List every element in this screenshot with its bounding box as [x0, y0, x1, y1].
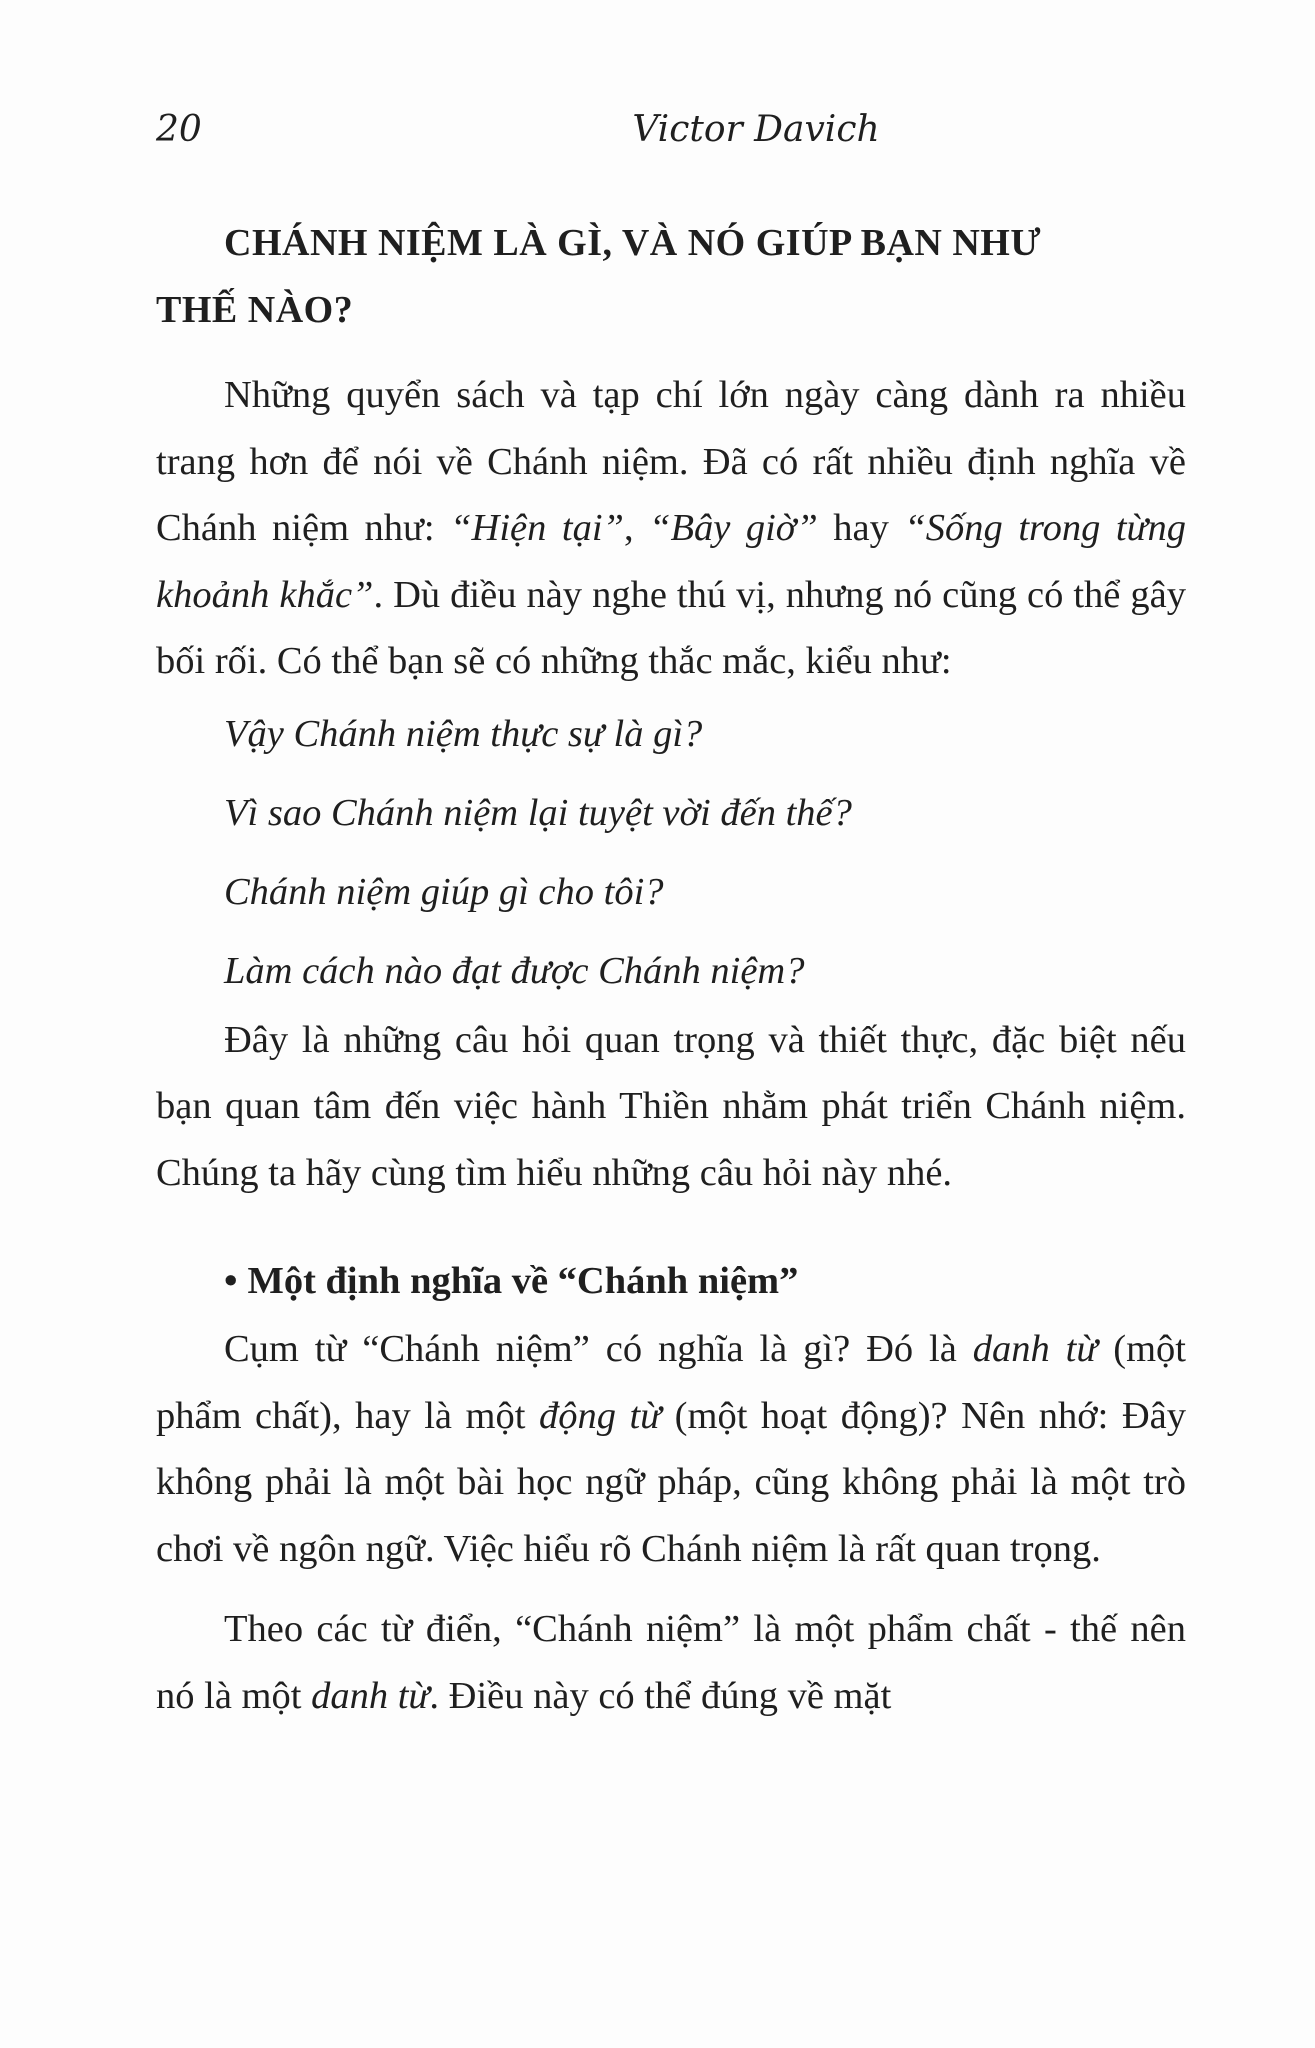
quote-hien-tai: “Hiện tại” — [450, 507, 624, 549]
paragraph-dictionary-text-2: . Điều này có thể đúng về mặt — [429, 1674, 892, 1717]
page-header — [156, 108, 1186, 158]
question-item: Vì sao Chánh niệm lại tuyệt vời đến thế? — [224, 791, 852, 834]
term-danh-tu-2: danh từ — [311, 1674, 430, 1717]
paragraph-definition-text-3: (một hoạt động)? Nên nhớ: Đây không phải là một bài học ngữ pháp, cũng không phải là một trò chơi về ngôn ngữ. Việc hiểu rõ Chánh niệm là rất quan trọng. — [156, 1394, 1187, 1570]
running-title-author: Victor Davich — [632, 109, 880, 150]
chapter-heading — [156, 210, 1186, 344]
section-subheading — [224, 1248, 1186, 1314]
bullet-icon: • — [224, 1260, 238, 1302]
chapter-heading-line2: THẾ NÀO? — [156, 289, 354, 331]
paragraph-intro-text-2: , — [623, 507, 650, 549]
question-item: Làm cách nào đạt được Chánh niệm? — [224, 949, 805, 992]
paragraph-definition — [156, 1316, 1186, 1582]
page-body — [156, 210, 1186, 1729]
question-list — [156, 695, 1186, 1011]
section-subheading-text: Một định nghĩa về “Chánh niệm” — [247, 1260, 799, 1302]
paragraph-intro — [156, 362, 1186, 695]
paragraph-dictionary — [156, 1596, 1186, 1729]
paragraph-spacer — [156, 1582, 1186, 1596]
quote-bay-gio: “Bây giờ” — [649, 507, 818, 549]
chapter-heading-line1: CHÁNH NIỆM LÀ GÌ, VÀ NÓ GIÚP BẠN NHƯ — [224, 222, 1042, 264]
paragraph-intro-text-3: hay — [817, 507, 905, 549]
term-danh-tu: danh từ — [972, 1328, 1098, 1370]
question-item: Chánh niệm giúp gì cho tôi? — [224, 870, 664, 913]
paragraph-definition-text-1: Cụm từ “Chánh niệm” có nghĩa là gì? Đó là — [224, 1328, 973, 1370]
paragraph-dictionary-text-1: Theo các từ điển, “Chánh niệm” là một phẩm chất - thế nên nó là một — [156, 1608, 1186, 1717]
paragraph-intro-text-1: Những quyển sách và tạp chí lớn ngày càng dành ra nhiều trang hơn để nói về Chánh niệm. Đã có rất nhiều định nghĩa về Chánh niệm như: — [156, 374, 1186, 549]
paragraph-intro-text-4: . Dù điều này nghe thú vị, nhưng nó cũng có thể gây bối rối. Có thể bạn sẽ có những thắc mắc, kiểu như: — [156, 573, 1186, 682]
quote-song-trong-tung-khoanh-khac: “Sống trong từng khoảnh khắc” — [156, 507, 1187, 616]
paragraph-important-questions: Đây là những câu hỏi quan trọng và thiết thực, đặc biệt nếu bạn quan tâm đến việc hành Thiền nhằm phát triển Chánh niệm. Chúng ta hãy cùng tìm hiểu những câu hỏi này nhé. — [156, 1018, 1186, 1194]
term-dong-tu: động từ — [538, 1394, 662, 1437]
paragraph-definition-text-2: (một phẩm chất), hay là một — [156, 1328, 1186, 1437]
question-item: Vậy Chánh niệm thực sự là gì? — [224, 712, 703, 755]
page-number: 20 — [156, 109, 202, 150]
